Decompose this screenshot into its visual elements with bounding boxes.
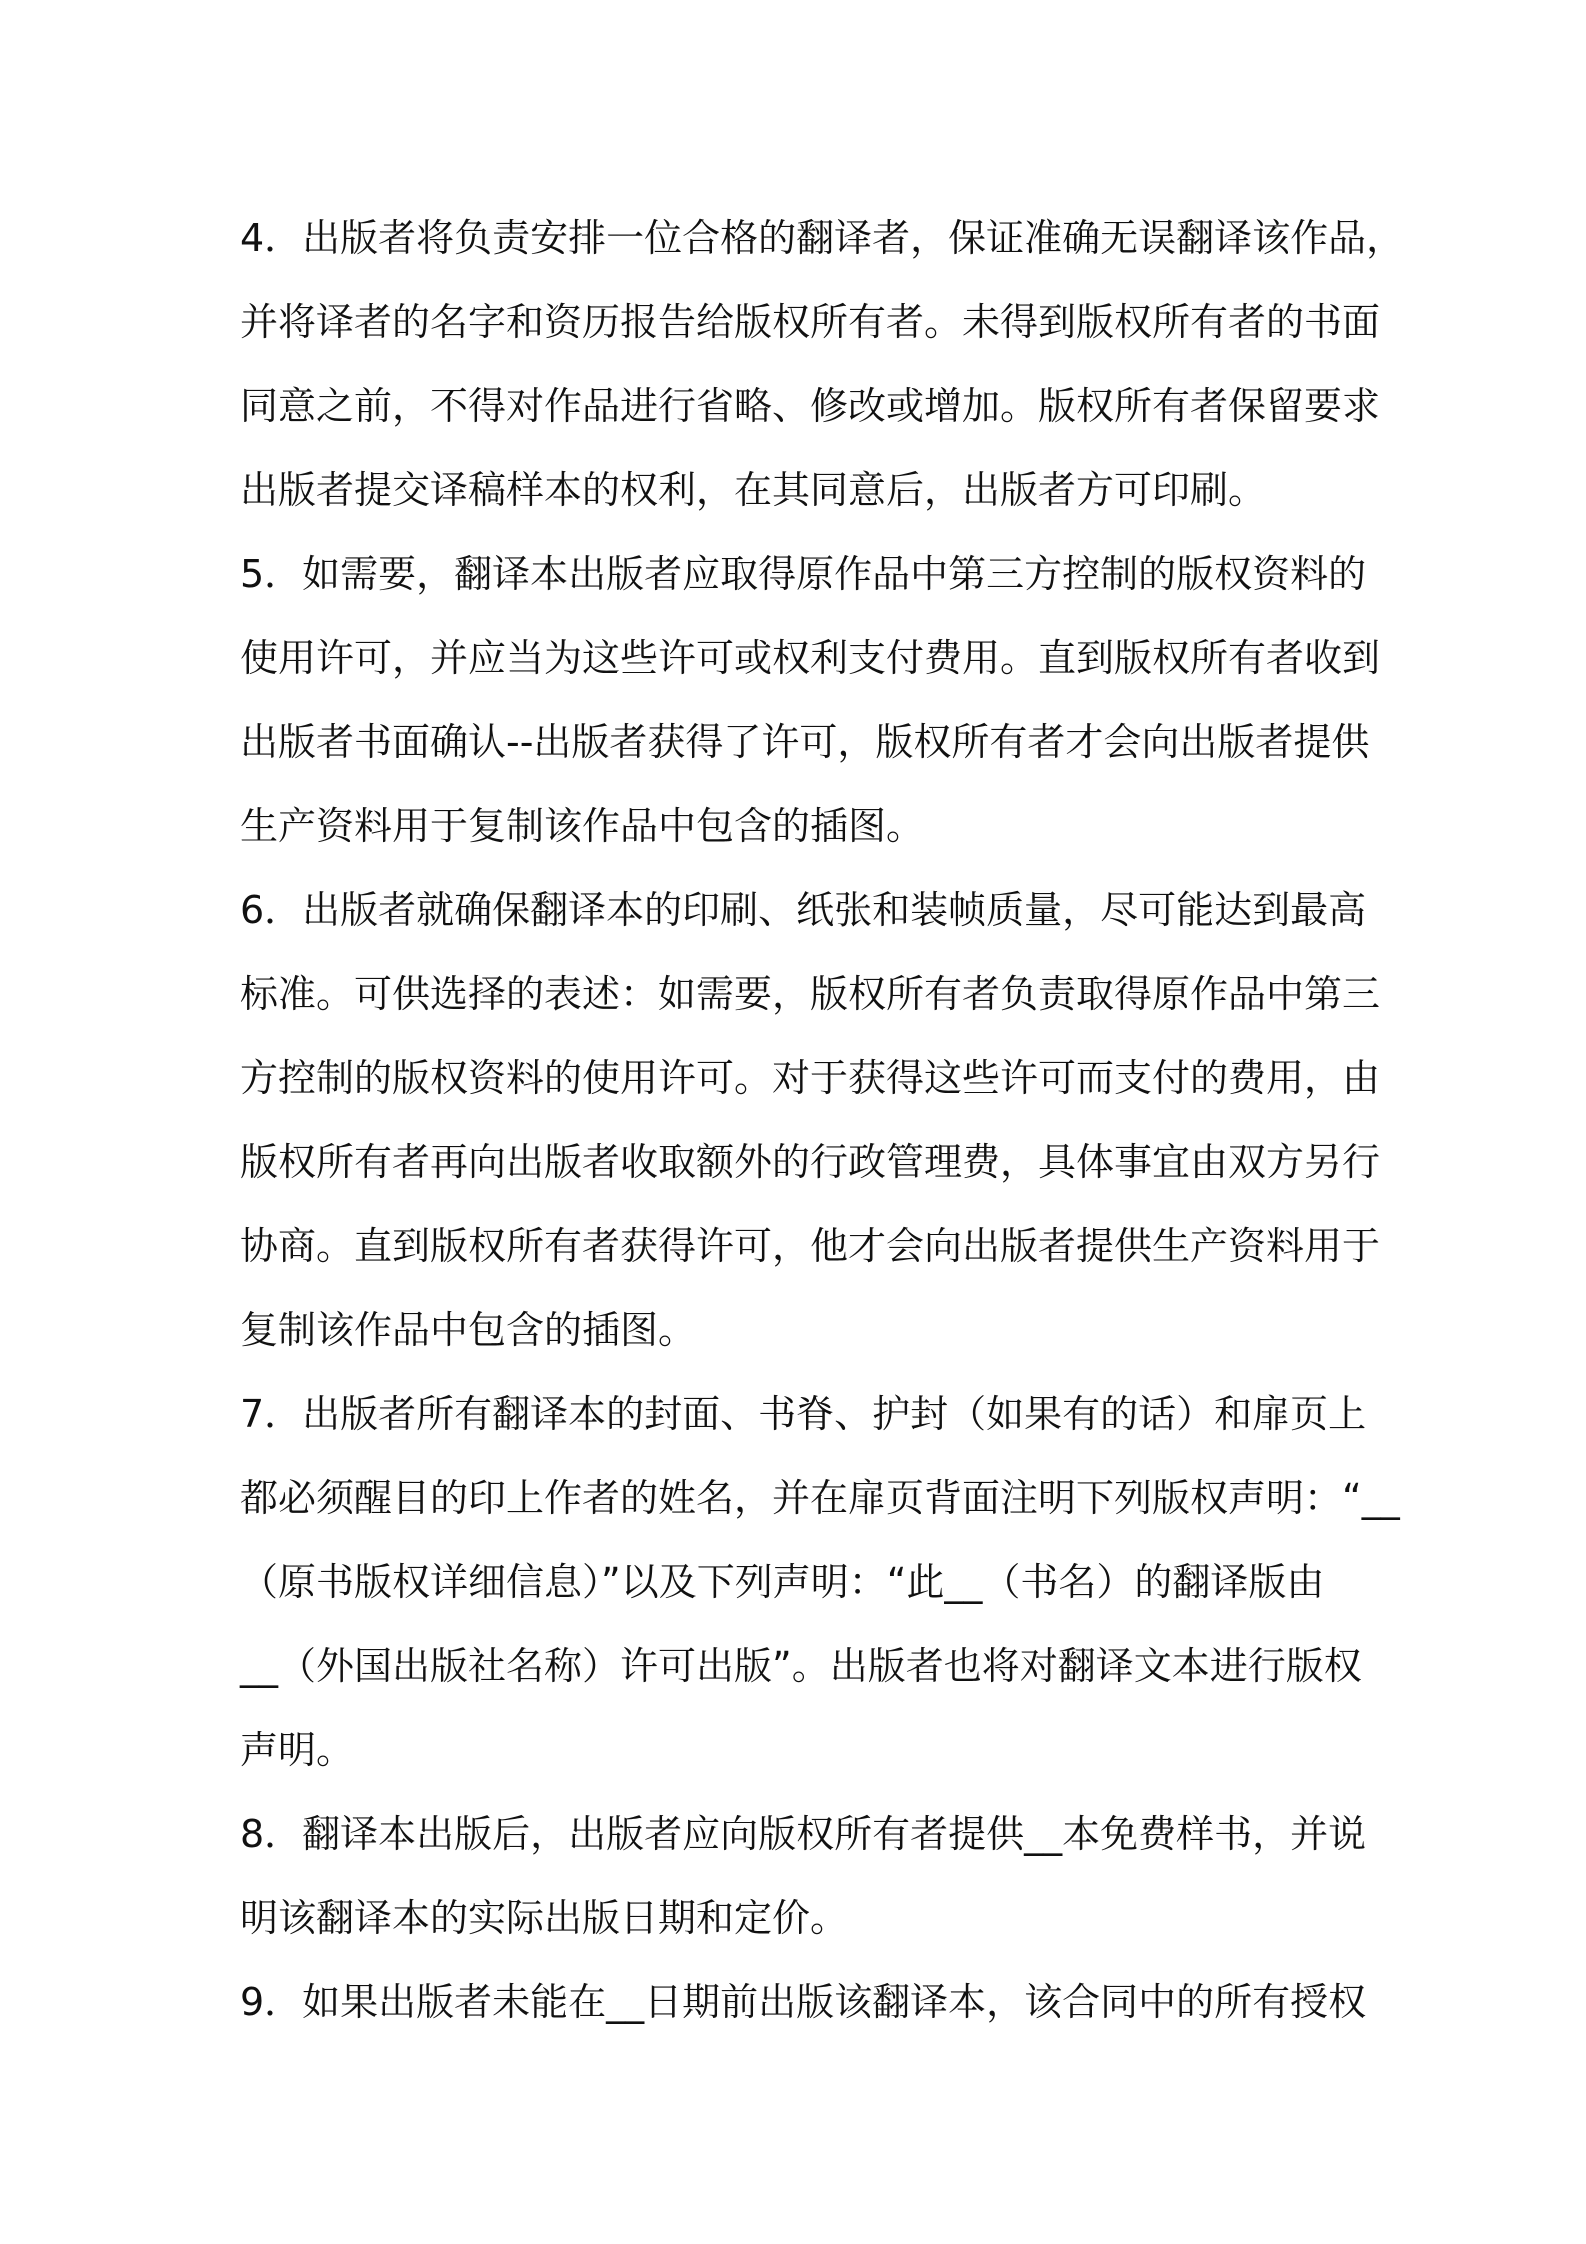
text-line: 声明。 xyxy=(240,1728,355,1772)
text-line: 方控制的版权资料的使用许可。对于获得这些许可而支付的费用，由 xyxy=(240,1056,1381,1100)
text-line: 并将译者的名字和资历报告给版权所有者。未得到版权所有者的书面 xyxy=(240,300,1381,344)
text-line: __（外国出版社名称）许可出版”。出版者也将对翻译文本进行版权 xyxy=(240,1644,1362,1688)
text-line: 明该翻译本的实际出版日期和定价。 xyxy=(240,1896,849,1940)
text-line: 标准。可供选择的表述：如需要，版权所有者负责取得原作品中第三 xyxy=(240,972,1381,1016)
text-line: 协商。直到版权所有者获得许可，他才会向出版者提供生产资料用于 xyxy=(240,1224,1381,1268)
text-line: 8．翻译本出版后，出版者应向版权所有者提供__本免费样书，并说 xyxy=(240,1812,1367,1856)
text-line: 出版者书面确认--出版者获得了许可，版权所有者才会向出版者提供 xyxy=(240,720,1370,764)
text-line: 使用许可，并应当为这些许可或权利支付费用。直到版权所有者收到 xyxy=(240,636,1381,680)
text-line: 9．如果出版者未能在__日期前出版该翻译本，该合同中的所有授权 xyxy=(240,1980,1367,2024)
text-line: 生产资料用于复制该作品中包含的插图。 xyxy=(240,804,925,848)
text-line: 7．出版者所有翻译本的封面、书脊、护封（如果有的话）和扉页上 xyxy=(240,1392,1367,1436)
text-line: 出版者提交译稿样本的权利，在其同意后，出版者方可印刷。 xyxy=(240,468,1267,512)
text-line: 6．出版者就确保翻译本的印刷、纸张和装帧质量，尽可能达到最高 xyxy=(240,888,1367,932)
text-line: 5．如需要，翻译本出版者应取得原作品中第三方控制的版权资料的 xyxy=(240,552,1367,596)
text-line: （原书版权详细信息）”以及下列声明：“此__（书名）的翻译版由 xyxy=(240,1560,1325,1604)
text-line: 都必须醒目的印上作者的姓名，并在扉页背面注明下列版权声明：“__ xyxy=(240,1476,1400,1520)
text-line: 版权所有者再向出版者收取额外的行政管理费，具体事宜由双方另行 xyxy=(240,1140,1381,1184)
document-body xyxy=(240,196,1405,2044)
text-line: 同意之前，不得对作品进行省略、修改或增加。版权所有者保留要求 xyxy=(240,384,1381,428)
text-line: 4．出版者将负责安排一位合格的翻译者，保证准确无误翻译该作品， xyxy=(240,216,1405,260)
text-line: 复制该作品中包含的插图。 xyxy=(240,1308,697,1352)
